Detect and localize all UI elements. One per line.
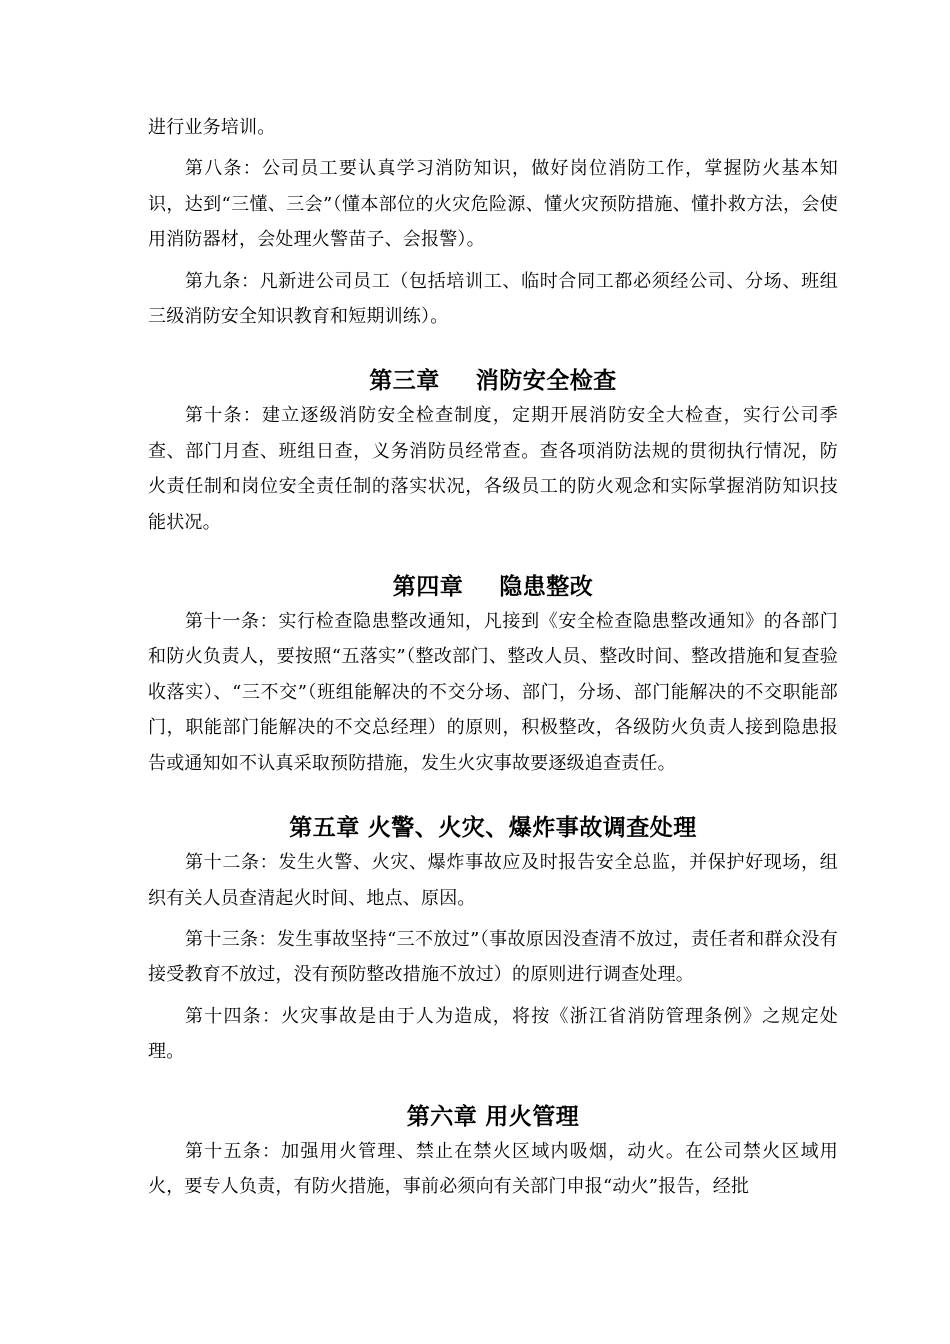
article-11: 第十一条：实行检查隐患整改通知，凡接到《安全检查隐患整改通知》的各部门和防火负责人，要按照“五落实”（整改部门、整改人员、整改时间、整改措施和复查验收落实）、“三不交”（班组能解决的不交分场、部门，分场、部门能解决的不交职能部门，职能部门能解决的不交总经理）的原则，积极整改，各级防火负责人接到隐患报告或通知如不认真采取预防措施，发生火灾事故要逐级追查责任。 bbox=[148, 611, 838, 774]
chapter-4-number: 第四章 bbox=[392, 573, 464, 601]
chapter-3-heading bbox=[148, 364, 838, 398]
document-page bbox=[148, 110, 838, 1204]
chapter-6-heading bbox=[148, 1100, 838, 1134]
chapter-5-title: 火警、火灾、爆炸事故调查处理 bbox=[367, 814, 697, 842]
article-14: 第十四条：火灾事故是由于人为造成，将按《浙江省消防管理条例》之规定处理。 bbox=[148, 1005, 838, 1063]
chapter-3-title: 消防安全检查 bbox=[475, 367, 617, 395]
article-13: 第十三条：发生事故坚持“三不放过”（事故原因没查清不放过，责任者和群众没有接受教育不放过，没有预防整改措施不放过）的原则进行调查处理。 bbox=[148, 928, 838, 986]
chapter-6-number: 第六章 bbox=[406, 1102, 478, 1130]
chapter-5-number: 第五章 bbox=[289, 814, 360, 842]
article-15: 第十五条：加强用火管理、禁止在禁火区域内吸烟，动火。在公司禁火区域用火，要专人负责，有防火措施，事前必须向有关部门申报“动火”报告，经批 bbox=[148, 1140, 838, 1197]
article-10: 第十条：建立逐级消防安全检查制度，定期开展消防安全大检查，实行公司季查、部门月查、班组日查，义务消防员经常查。查各项消防法规的贯彻执行情况，防火责任制和岗位安全责任制的落实状况，各级员工的防火观念和实际掌握消防知识技能状况。 bbox=[148, 405, 838, 533]
chapter-6-title: 用火管理 bbox=[485, 1102, 580, 1130]
chapter-4-title: 隐患整改 bbox=[499, 573, 594, 601]
article-8: 第八条：公司员工要认真学习消防知识，做好岗位消防工作，掌握防火基本知识，达到“三懂、三会”（懂本部位的火灾危险源、懂火灾预防措施、懂扑救方法，会使用消防器材，会处理火警苗子、会报警）。 bbox=[148, 158, 838, 251]
chapter-5-heading bbox=[148, 811, 838, 845]
chapter-4-heading bbox=[148, 570, 838, 604]
paragraph-intro-tail: 进行业务培训。 bbox=[148, 117, 276, 138]
article-9: 第九条：凡新进公司员工（包括培训工、临时合同工都必须经公司、分场、班组三级消防安全知识教育和短期训练）。 bbox=[148, 270, 838, 328]
article-12: 第十二条：发生火警、火灾、爆炸事故应及时报告安全总监，并保护好现场，组织有关人员查清起火时间、地点、原因。 bbox=[148, 852, 838, 909]
chapter-3-number: 第三章 bbox=[369, 367, 440, 395]
